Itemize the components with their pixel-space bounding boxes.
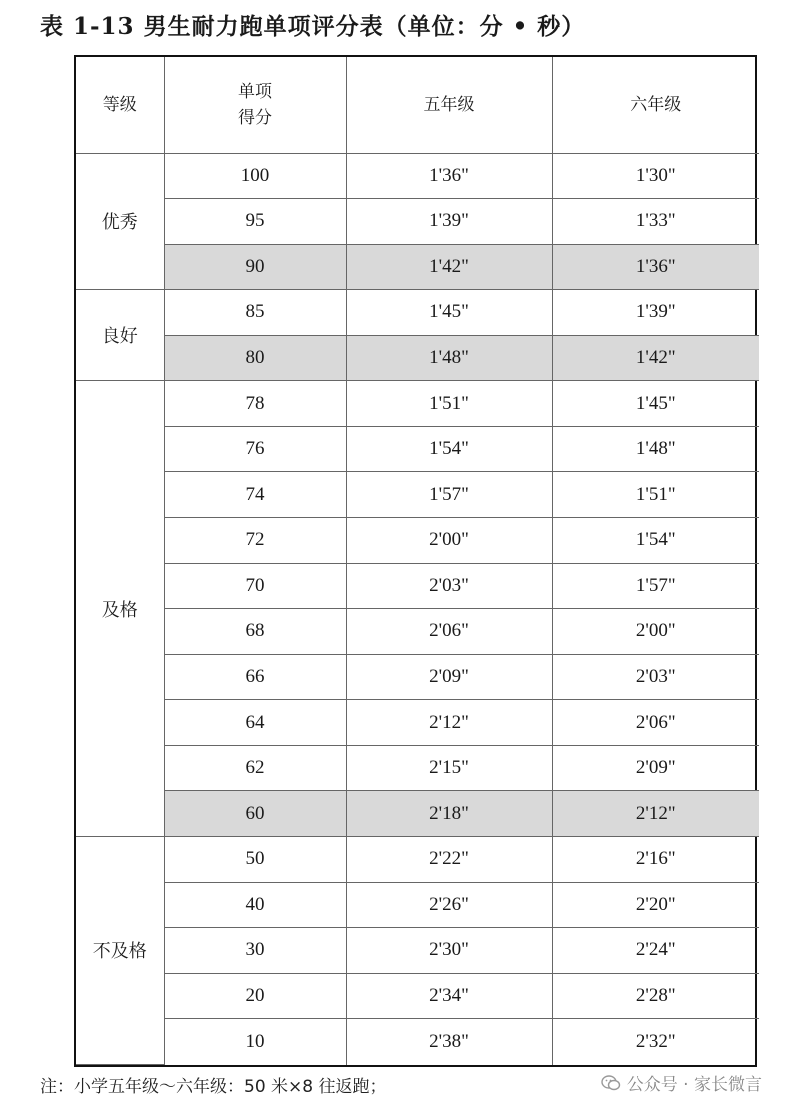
table-row xyxy=(76,335,759,381)
score-cell: 64 xyxy=(164,700,346,746)
header-grade5: 五年级 xyxy=(346,57,552,153)
grade5-cell: 1'51" xyxy=(346,381,552,427)
score-cell: 78 xyxy=(164,381,346,427)
grade6-cell: 1'51" xyxy=(552,472,759,518)
table-row xyxy=(76,563,759,609)
grade6-cell: 2'32" xyxy=(552,1019,759,1065)
grade6-cell: 2'09" xyxy=(552,745,759,791)
grade5-cell: 1'36" xyxy=(346,153,552,199)
grade5-cell: 1'57" xyxy=(346,472,552,518)
table-row xyxy=(76,153,759,199)
header-score-line2: 得分 xyxy=(238,107,272,128)
header-score-line1: 单项 xyxy=(238,81,272,102)
grade5-cell: 2'03" xyxy=(346,563,552,609)
table-row xyxy=(76,290,759,336)
grade6-cell: 1'57" xyxy=(552,563,759,609)
table-row xyxy=(76,745,759,791)
score-cell: 10 xyxy=(164,1019,346,1065)
grade6-cell: 2'06" xyxy=(552,700,759,746)
level-cell: 不及格 xyxy=(76,836,164,1064)
table-title: 表 1-13 男生耐力跑单项评分表（单位：分 • 秒） xyxy=(40,13,586,40)
table-row xyxy=(76,1019,759,1065)
score-table xyxy=(76,57,759,1065)
grade5-cell: 2'38" xyxy=(346,1019,552,1065)
header-grade6: 六年级 xyxy=(552,57,759,153)
grade6-cell: 2'16" xyxy=(552,836,759,882)
table-row xyxy=(76,973,759,1019)
grade6-cell: 2'00" xyxy=(552,609,759,655)
score-cell: 50 xyxy=(164,836,346,882)
table-row xyxy=(76,836,759,882)
grade5-cell: 1'42" xyxy=(346,244,552,290)
table-row xyxy=(76,518,759,564)
score-cell: 74 xyxy=(164,472,346,518)
grade5-cell: 2'12" xyxy=(346,700,552,746)
grade6-cell: 2'20" xyxy=(552,882,759,928)
grade5-cell: 2'18" xyxy=(346,791,552,837)
table-row xyxy=(76,426,759,472)
grade5-cell: 1'48" xyxy=(346,335,552,381)
table-row xyxy=(76,244,759,290)
score-cell: 68 xyxy=(164,609,346,655)
grade5-cell: 1'54" xyxy=(346,426,552,472)
grade6-cell: 2'28" xyxy=(552,973,759,1019)
score-table-frame xyxy=(74,55,757,1067)
table-row xyxy=(76,882,759,928)
grade5-cell: 1'39" xyxy=(346,199,552,245)
score-cell: 95 xyxy=(164,199,346,245)
grade6-cell: 1'39" xyxy=(552,290,759,336)
grade6-cell: 2'03" xyxy=(552,654,759,700)
grade6-cell: 2'12" xyxy=(552,791,759,837)
score-cell: 76 xyxy=(164,426,346,472)
score-cell: 85 xyxy=(164,290,346,336)
grade5-cell: 2'22" xyxy=(346,836,552,882)
score-cell: 70 xyxy=(164,563,346,609)
table-row xyxy=(76,700,759,746)
grade5-cell: 2'34" xyxy=(346,973,552,1019)
grade5-cell: 2'15" xyxy=(346,745,552,791)
table-row xyxy=(76,791,759,837)
footnote: 注：小学五年级～六年级：50 米×8 往返跑； xyxy=(40,1077,387,1097)
header-level: 等级 xyxy=(76,57,164,153)
table-row xyxy=(76,654,759,700)
grade6-cell: 1'36" xyxy=(552,244,759,290)
table-row xyxy=(76,472,759,518)
grade6-cell: 1'54" xyxy=(552,518,759,564)
score-cell: 40 xyxy=(164,882,346,928)
wechat-icon xyxy=(601,1073,621,1093)
grade6-cell: 1'42" xyxy=(552,335,759,381)
header-row xyxy=(76,57,759,153)
grade5-cell: 2'09" xyxy=(346,654,552,700)
grade5-cell: 1'45" xyxy=(346,290,552,336)
table-row xyxy=(76,381,759,427)
score-cell: 62 xyxy=(164,745,346,791)
grade5-cell: 2'06" xyxy=(346,609,552,655)
level-cell: 良好 xyxy=(76,290,164,381)
grade6-cell: 1'33" xyxy=(552,199,759,245)
score-cell: 100 xyxy=(164,153,346,199)
table-row xyxy=(76,199,759,245)
table-body xyxy=(76,153,759,1065)
grade6-cell: 1'48" xyxy=(552,426,759,472)
watermark-text: 公众号 · 家长微言 xyxy=(626,1075,762,1095)
level-cell: 及格 xyxy=(76,381,164,837)
score-cell: 72 xyxy=(164,518,346,564)
score-cell: 30 xyxy=(164,928,346,974)
grade5-cell: 2'00" xyxy=(346,518,552,564)
watermark xyxy=(601,1070,762,1095)
table-row xyxy=(76,928,759,974)
score-cell: 66 xyxy=(164,654,346,700)
grade6-cell: 2'24" xyxy=(552,928,759,974)
level-cell: 优秀 xyxy=(76,153,164,290)
grade6-cell: 1'30" xyxy=(552,153,759,199)
score-cell: 20 xyxy=(164,973,346,1019)
grade5-cell: 2'26" xyxy=(346,882,552,928)
table-row xyxy=(76,609,759,655)
grade6-cell: 1'45" xyxy=(552,381,759,427)
score-cell: 80 xyxy=(164,335,346,381)
header-score xyxy=(164,57,346,153)
grade5-cell: 2'30" xyxy=(346,928,552,974)
score-cell: 60 xyxy=(164,791,346,837)
score-cell: 90 xyxy=(164,244,346,290)
